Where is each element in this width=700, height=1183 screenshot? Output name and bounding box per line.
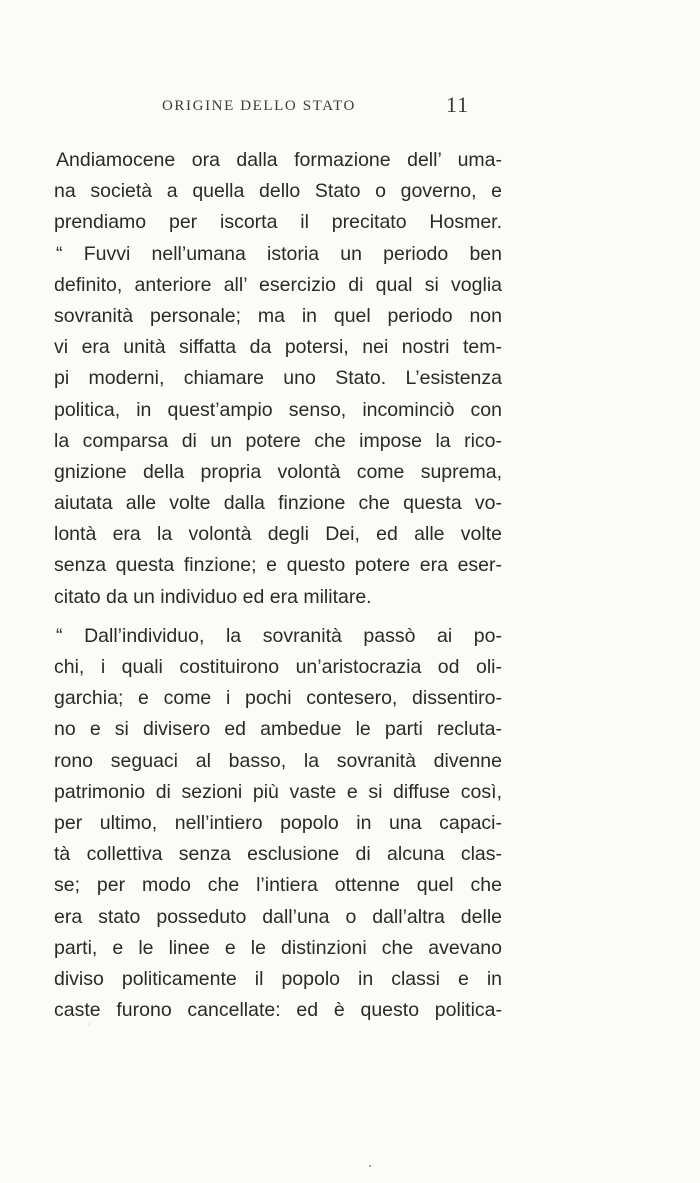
text-line: Andiamocene ora dalla formazione dell’ uma- <box>56 149 502 171</box>
text-line: “ Fuvvi nell’umana istoria un periodo ben <box>56 242 502 265</box>
text-line: gnizione della propria volontà come suprema, <box>54 460 502 483</box>
text-line: na società a quella dello Stato o governo, e <box>54 180 502 203</box>
text-line: chi, i quali costituirono un’aristocrazia od oli- <box>54 656 502 678</box>
text-line: aiutata alle volte dalla finzione che questa vo- <box>54 492 502 515</box>
text-line: caste furono cancellate: ed è questo politica- <box>54 999 502 1022</box>
text-line: tà collettiva senza esclusione di alcuna clas- <box>54 843 502 866</box>
text-line: politica, in quest’ampio senso, incominciò con <box>54 398 502 421</box>
text-line: no e si divisero ed ambedue le parti recluta- <box>54 718 502 741</box>
paper-speck <box>369 1165 371 1167</box>
running-title: ORIGINE DELLO STATO <box>162 98 356 114</box>
text-line: definito, anteriore all’ esercizio di qual si voglia <box>54 273 502 296</box>
text-line: diviso politicamente il popolo in classi e in <box>54 967 502 990</box>
page-number: 11 <box>446 92 470 117</box>
text-line: rono seguaci al basso, la sovranità divenne <box>54 749 502 772</box>
text-line: senza questa finzione; e questo potere era eser- <box>54 554 502 577</box>
text-line: sovranità personale; ma in quel periodo non <box>54 304 502 327</box>
text-line: per ultimo, nell’intiero popolo in una capaci- <box>54 811 502 834</box>
text-line: vi era unità siffatta da potersi, nei nostri tem- <box>54 336 502 359</box>
text-line: la comparsa di un potere che impose la rico- <box>54 429 502 452</box>
text-line: pi moderni, chiamare uno Stato. L’esistenza <box>54 367 502 390</box>
paper-speck <box>88 1023 90 1025</box>
text-line: era stato posseduto dall’una o dall’altra delle <box>54 905 502 928</box>
text-line: prendiamo per iscorta il precitato Hosmer. <box>54 211 502 234</box>
text-line: patrimonio di sezioni più vaste e si diffuse così, <box>54 780 502 803</box>
text-line: “ Dall’individuo, la sovranità passò ai po- <box>56 624 502 647</box>
text-line: se; per modo che l’intiera ottenne quel che <box>54 874 502 897</box>
text-line: lontà era la volontà degli Dei, ed alle volte <box>54 523 502 546</box>
text-line: citato da un individuo ed era militare. <box>54 585 372 608</box>
text-line: parti, e le linee e le distinzioni che avevano <box>54 936 502 959</box>
text-line: garchia; e come i pochi contesero, dissentiro- <box>54 687 502 710</box>
